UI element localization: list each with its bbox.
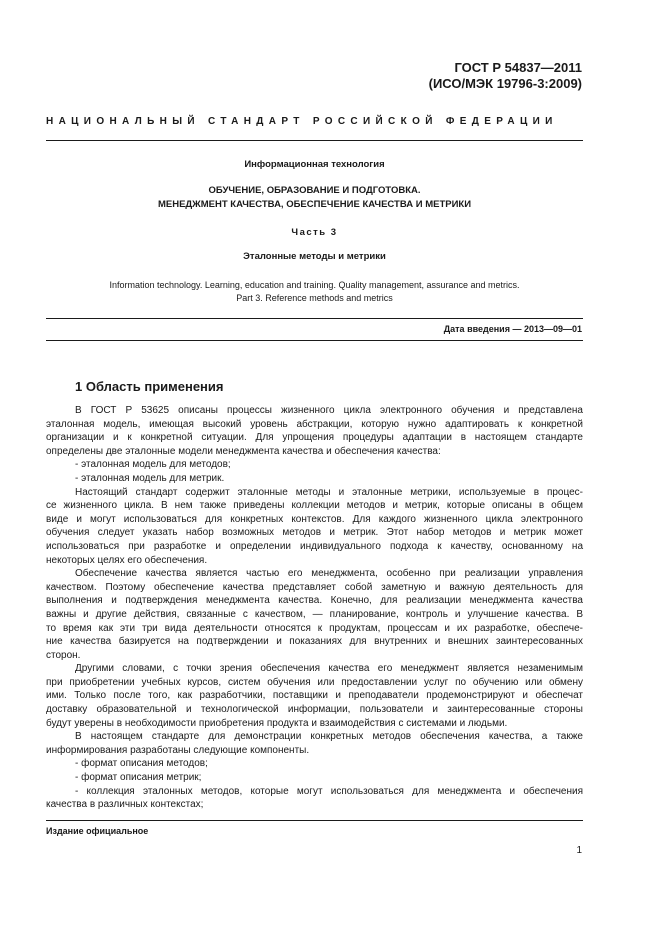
list-item: - эталонная модель для методов; [75, 459, 231, 471]
list-item: - коллекция эталонных методов, которые могут использоваться для менеджмента и обеспечения [75, 785, 583, 797]
body-line: В настоящем стандарте для демонстрации конкретных методов обеспечения качества, а также [75, 731, 583, 743]
english-title-line-1: Information technology. Learning, education and training. Quality management, assurance and metrics. [109, 280, 520, 290]
header-divider [46, 140, 583, 141]
body-line: при приобретении учебных курсов, систем обучения или предоставлении услуг по обучению или обмену [46, 676, 583, 688]
date-divider [46, 340, 583, 341]
part-label: Часть 3 [291, 227, 338, 238]
part-title: Эталонные методы и метрики [243, 251, 386, 262]
body-line: организации и к конкретной ситуации. Для упрощения процедуры адаптации в настоящем стандарте [46, 432, 583, 444]
body-line: Обеспечение качества является частью его менеджмента, особенно при реализации управления [75, 568, 583, 580]
body-line: определены две эталонные модели менеджмента качества и обеспечения качества: [46, 445, 441, 457]
body-line: сторон. [46, 649, 81, 661]
body-line: то время как эти три вида деятельности относятся к продуктам, процессам и их разработке, обеспече- [46, 622, 583, 634]
effective-date: Дата введения — 2013—09—01 [443, 324, 582, 334]
body-line: В ГОСТ Р 53625 описаны процессы жизненного цикла электронного обучения и представлена [75, 405, 583, 416]
main-title [46, 184, 583, 212]
body-line: виде и могут использоваться для конкретных контекстов. Для каждого жизненного цикла электронного [46, 513, 583, 525]
standard-code-block [429, 60, 582, 92]
body-line: эталонная модель, имеющая высокий уровень абстракции, которую нужно адаптировать к конкретной [46, 418, 583, 430]
official-edition-label: Издание официальное [46, 826, 149, 836]
section-heading: 1 Область применения [75, 379, 224, 394]
main-title-line-1: ОБУЧЕНИЕ, ОБРАЗОВАНИЕ И ПОДГОТОВКА. [208, 185, 421, 196]
standard-code: ГОСТ Р 54837—2011 [454, 60, 582, 75]
iso-code: (ИСО/МЭК 19796-3:2009) [428, 76, 582, 91]
body-line: информирования разработаны следующие компоненты. [46, 744, 310, 756]
body-line: выполнения и подтверждения менеджмента качества. Конечно, для реализации менеджмента качества [46, 595, 583, 607]
body-line: доставку образовательной и технологической информации, пользователи и заинтересованные стороны [46, 704, 583, 716]
main-title-line-2: МЕНЕДЖМЕНТ КАЧЕСТВА, ОБЕСПЕЧЕНИЕ КАЧЕСТВА И МЕТРИКИ [157, 199, 472, 210]
english-title [46, 279, 583, 305]
list-item: - формат описания методов; [75, 758, 208, 770]
list-item: качества в различных контекстах; [46, 799, 204, 811]
body-line: Другими словами, с точки зрения обеспечения качества его менеджмент является незаменимым [75, 663, 583, 675]
body-text [46, 404, 583, 812]
body-line: ние качества базируется на подтверждении и показаниях для внутренних и внешних заинтересованных [46, 636, 583, 648]
english-title-line-2: Part 3. Reference methods and metrics [236, 293, 393, 303]
list-item: - формат описания метрик; [75, 772, 202, 784]
body-line: важны и другие действия, связанные с качеством, — планирование, контроль и улучшение качества. В [46, 608, 583, 620]
body-line: качеством. Поэтому обеспечение качества представляет собой заметную и важную деятельность для [46, 581, 583, 593]
topic-title: Информационная технология [244, 159, 385, 170]
body-line: обучения следует указать набор возможных методов и метрик. Этот набор методов и метрик может [46, 527, 583, 539]
title-divider [46, 318, 583, 319]
body-line: Настоящий стандарт содержит эталонные методы и эталонные метрики, используемые в процес- [75, 486, 583, 498]
body-line: ими. Только после того, как разработчики, поставщики и преподаватели продемонстрируют и обеспечат [46, 690, 583, 702]
list-item: - эталонная модель для метрик. [75, 472, 225, 484]
body-line: использоваться при разработке и определении индивидуального подхода к качеству, основанному на [46, 540, 583, 552]
page-number: 1 [576, 845, 582, 856]
footer-divider [46, 820, 583, 821]
body-line: некоторых целях его обеспечения. [46, 554, 208, 566]
body-line: се жизненного цикла. В нем также приведены коллекции методов и метрик, которые описаны в общем [46, 500, 583, 512]
body-line: будут уверены в необходимости приобретения продукта и взаимодействия с системами и людьми. [46, 717, 508, 729]
national-standard-title: НАЦИОНАЛЬНЫЙ СТАНДАРТ РОССИЙСКОЙ ФЕДЕРАЦИИ [46, 116, 558, 127]
